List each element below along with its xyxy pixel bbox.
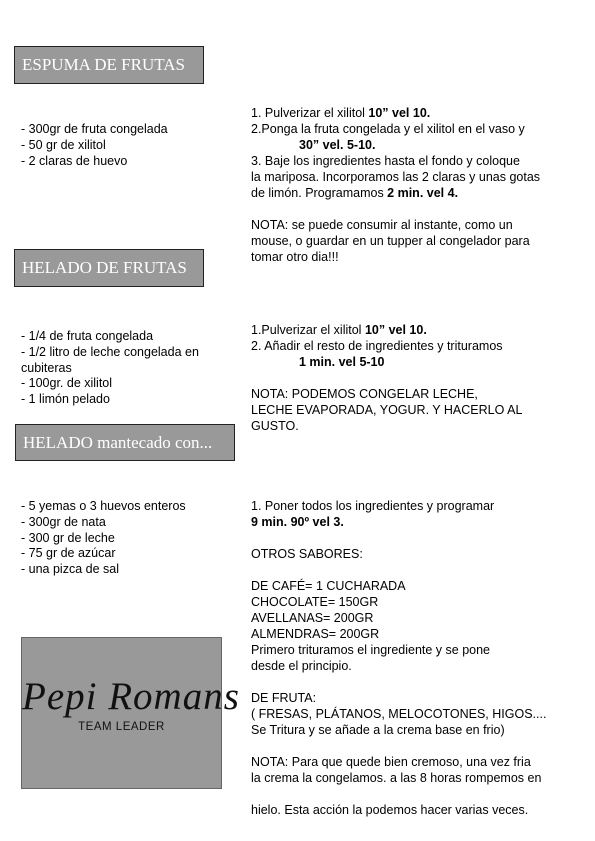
step-line xyxy=(251,386,522,402)
step-line xyxy=(251,402,522,418)
step-line xyxy=(251,722,546,738)
step-line xyxy=(251,706,546,722)
step-text: la crema la congelamos. a las 8 horas rompemos en xyxy=(251,771,542,785)
section-title-espuma: ESPUMA DE FRUTAS xyxy=(14,46,204,84)
steps-helado-mantecado xyxy=(251,498,546,818)
step-text: hielo. Esta acción la podemos hacer varias veces. xyxy=(251,803,529,817)
step-text: DE FRUTA: xyxy=(251,691,317,705)
step-text: 1. Poner todos los ingredientes y programar xyxy=(251,499,495,513)
step-emphasis: 10” vel 10. xyxy=(368,106,431,120)
step-line xyxy=(251,786,546,802)
step-line xyxy=(251,578,546,594)
step-line xyxy=(251,674,546,690)
step-text: Se Tritura y se añade a la crema base en frio) xyxy=(251,723,505,737)
step-text: 1.Pulverizar el xilitol xyxy=(251,323,365,337)
step-line xyxy=(251,418,522,434)
step-text: ALMENDRAS= 200GR xyxy=(251,627,380,641)
step-line xyxy=(251,690,546,706)
step-text: NOTA: PODEMOS CONGELAR LECHE, xyxy=(251,387,478,401)
step-text: la mariposa. Incorporamos las 2 claras y unas gotas xyxy=(251,170,541,184)
step-line xyxy=(251,249,540,265)
ingredient-item: - 1 limón pelado xyxy=(21,392,110,407)
step-line xyxy=(251,658,546,674)
step-text: GUSTO. xyxy=(251,419,299,433)
step-emphasis: 1 min. vel 5-10 xyxy=(299,355,385,369)
ingredient-item: - 1/2 litro de leche congelada en xyxy=(21,344,199,359)
step-text: 3. Baje los ingredientes hasta el fondo y coloque xyxy=(251,154,520,168)
step-line xyxy=(251,185,540,201)
ingredients-helado-mantecado xyxy=(21,499,186,578)
step-line xyxy=(251,169,540,185)
step-line xyxy=(251,137,540,153)
step-line xyxy=(251,562,546,578)
step-text: AVELLANAS= 200GR xyxy=(251,611,374,625)
step-text: 1. Pulverizar el xilitol xyxy=(251,106,369,120)
step-line xyxy=(251,498,546,514)
step-text: Primero trituramos el ingrediente y se pone xyxy=(251,643,491,657)
section-title-helado-mantecado: HELADO mantecado con... xyxy=(15,424,235,461)
steps-helado-frutas xyxy=(251,322,522,434)
step-line xyxy=(251,754,546,770)
step-text: NOTA: Para que quede bien cremoso, una vez fria xyxy=(251,755,531,769)
step-line xyxy=(251,233,540,249)
logo-subtitle: TEAM LEADER xyxy=(78,721,165,733)
step-line xyxy=(251,217,540,233)
ingredient-item: - una pizca de sal xyxy=(21,562,119,577)
step-line xyxy=(251,626,546,642)
step-text: tomar otro dia!!! xyxy=(251,250,339,264)
step-text: LECHE EVAPORADA, YOGUR. Y HACERLO AL xyxy=(251,403,523,417)
step-line xyxy=(251,201,540,217)
ingredient-item: - 300gr de fruta congelada xyxy=(21,122,168,136)
ingredients-espuma xyxy=(21,122,168,169)
step-line xyxy=(251,322,522,338)
step-line xyxy=(251,121,540,137)
ingredient-item: - 50 gr de xilitol xyxy=(21,137,106,152)
step-emphasis: 30” vel. 5-10. xyxy=(299,138,376,152)
step-text: 2. Añadir el resto de ingredientes y trituramos xyxy=(251,339,503,353)
step-text: de limón. Programamos xyxy=(251,186,388,200)
ingredient-item: - 5 yemas o 3 huevos enteros xyxy=(21,499,186,513)
ingredient-item: - 300 gr de leche xyxy=(21,530,115,545)
section-title-helado-frutas: HELADO DE FRUTAS xyxy=(14,249,204,287)
step-line xyxy=(251,370,522,386)
ingredient-item: - 300gr de nata xyxy=(21,514,106,529)
step-line xyxy=(251,514,546,530)
step-emphasis: 10” vel 10. xyxy=(364,323,427,337)
step-line xyxy=(251,105,540,121)
ingredients-helado-frutas xyxy=(21,329,199,408)
step-line xyxy=(251,546,546,562)
step-line xyxy=(251,354,522,370)
ingredient-item: - 2 claras de huevo xyxy=(21,153,128,168)
step-text: ( FRESAS, PLÁTANOS, MELOCOTONES, HIGOS.... xyxy=(251,707,547,721)
step-text: 2.Ponga la fruta congelada y el xilitol en el vaso y xyxy=(251,122,525,136)
step-emphasis: 9 min. 90º vel 3. xyxy=(251,515,344,529)
step-line xyxy=(251,594,546,610)
steps-espuma xyxy=(251,105,540,265)
step-line xyxy=(251,802,546,818)
step-line xyxy=(251,338,522,354)
step-line xyxy=(251,153,540,169)
step-text: CHOCOLATE= 150GR xyxy=(251,595,379,609)
ingredient-item: - 1/4 de fruta congelada xyxy=(21,329,154,343)
step-line xyxy=(251,642,546,658)
step-emphasis: 2 min. vel 4. xyxy=(387,186,459,200)
logo-name: Pepi Romans xyxy=(22,675,240,718)
step-line xyxy=(251,770,546,786)
ingredient-item: - 75 gr de azúcar xyxy=(21,546,116,561)
step-text: OTROS SABORES: xyxy=(251,547,363,561)
step-text: desde el principio. xyxy=(251,659,352,673)
ingredient-item: - 100gr. de xilitol xyxy=(21,376,113,391)
logo-box xyxy=(21,637,240,789)
step-text: NOTA: se puede consumir al instante, como un xyxy=(251,218,513,232)
step-text: DE CAFÉ= 1 CUCHARADA xyxy=(251,579,406,593)
step-text: mouse, o guardar en un tupper al congelador para xyxy=(251,234,530,248)
step-line xyxy=(251,738,546,754)
step-line xyxy=(251,530,546,546)
ingredient-item: cubiteras xyxy=(21,360,72,375)
step-line xyxy=(251,610,546,626)
